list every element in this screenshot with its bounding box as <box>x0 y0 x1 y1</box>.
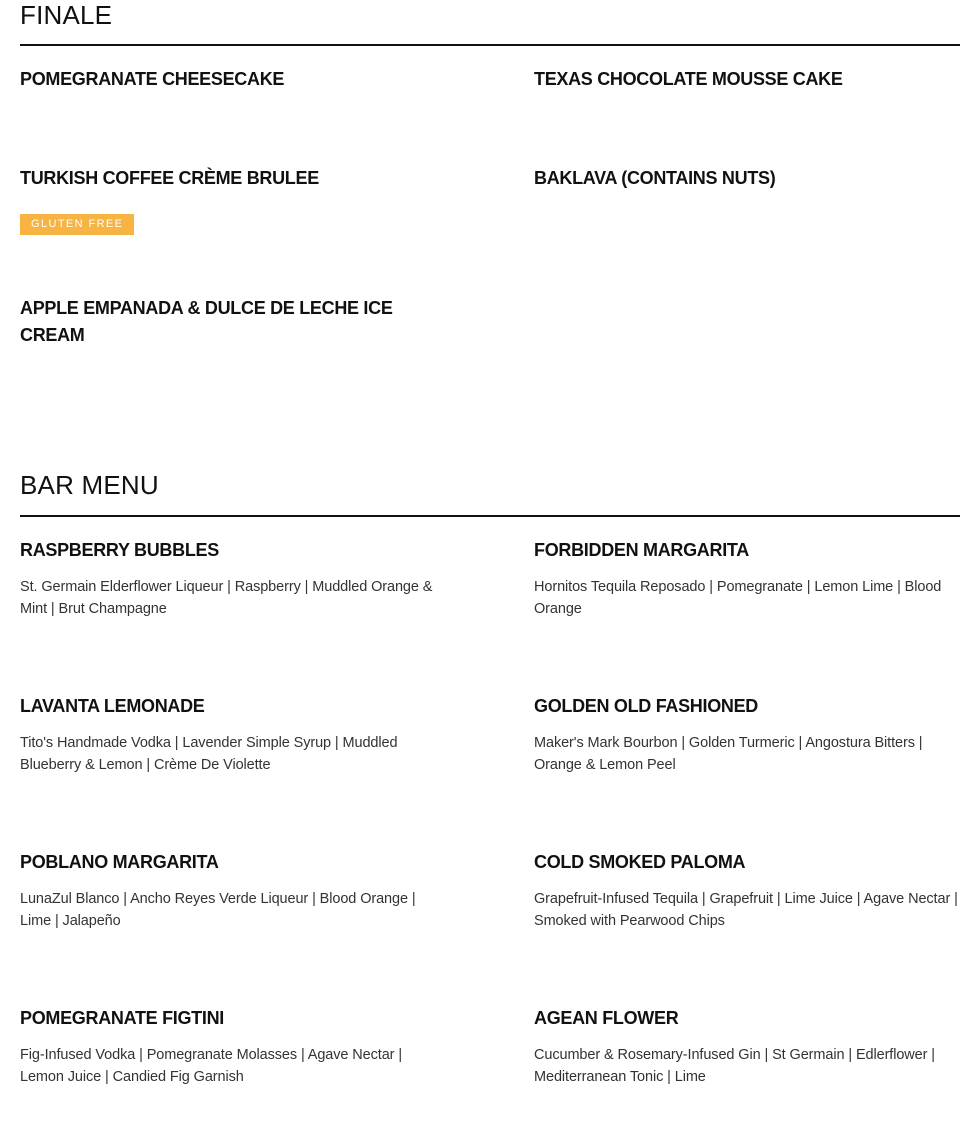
cocktail-item-description: Cucumber & Rosemary-Infused Gin | St Germain | Edlerflower | Mediterranean Tonic | Lime <box>534 1047 935 1085</box>
dessert-item-title: APPLE EMPANADA & DULCE DE LECHE ICE CREAM <box>20 298 393 345</box>
cocktail-item-title: GOLDEN OLD FASHIONED <box>534 696 759 716</box>
dessert-item-title: TEXAS CHOCOLATE MOUSSE CAKE <box>534 69 843 89</box>
finale-section-title: FINALE <box>20 0 113 30</box>
dessert-item-title: TURKISH COFFEE CRÈME BRULEE <box>20 168 319 188</box>
cocktail-item-description: St. Germain Elderflower Liqueur | Raspberry | Muddled Orange & Mint | Brut Champagne <box>20 579 433 617</box>
cocktail-item-title: FORBIDDEN MARGARITA <box>534 540 749 560</box>
dessert-item-title: BAKLAVA (CONTAINS NUTS) <box>534 168 776 188</box>
bar-menu-section-title: BAR MENU <box>20 470 159 500</box>
cocktail-item-title: LAVANTA LEMONADE <box>20 696 205 716</box>
bar-menu-divider <box>20 515 960 517</box>
cocktail-item-description: Tito's Handmade Vodka | Lavender Simple Syrup | Muddled Blueberry & Lemon | Crème De Violette <box>20 735 398 773</box>
dessert-item-title: POMEGRANATE CHEESECAKE <box>20 69 285 89</box>
cocktail-item-description: Grapefruit-Infused Tequila | Grapefruit | Lime Juice | Agave Nectar | Smoked with Pearwood Chips <box>534 891 958 929</box>
cocktail-item-title: COLD SMOKED PALOMA <box>534 852 746 872</box>
cocktail-item-title: POMEGRANATE FIGTINI <box>20 1008 224 1028</box>
cocktail-item-description: LunaZul Blanco | Ancho Reyes Verde Liqueur | Blood Orange | Lime | Jalapeño <box>20 891 416 929</box>
cocktail-item-description: Maker's Mark Bourbon | Golden Turmeric | Angostura Bitters | Orange & Lemon Peel <box>534 735 923 773</box>
cocktail-item-title: RASPBERRY BUBBLES <box>20 540 219 560</box>
cocktail-item-title: AGEAN FLOWER <box>534 1008 679 1028</box>
cocktail-item-description: Fig-Infused Vodka | Pomegranate Molasses | Agave Nectar | Lemon Juice | Candied Fig Garnish <box>20 1047 402 1085</box>
finale-divider <box>20 44 960 46</box>
gluten-free-badge: GLUTEN FREE <box>20 214 134 235</box>
cocktail-item-title: POBLANO MARGARITA <box>20 852 219 872</box>
cocktail-item-description: Hornitos Tequila Reposado | Pomegranate | Lemon Lime | Blood Orange <box>534 579 942 617</box>
